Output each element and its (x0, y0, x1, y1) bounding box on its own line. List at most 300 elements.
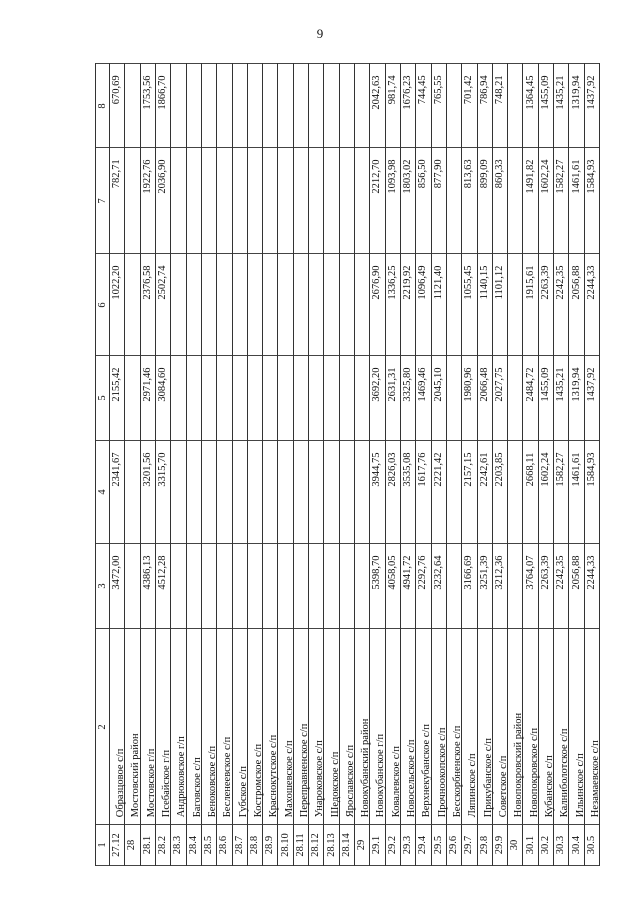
table-cell (309, 148, 323, 254)
table-cell (309, 63, 323, 148)
table-cell (156, 825, 170, 866)
table-cell (355, 441, 369, 544)
table-cell (585, 356, 599, 441)
table-cell (355, 629, 369, 825)
row-name: Прикубанское с/п (482, 737, 494, 817)
row-value: 1866,70 (156, 75, 168, 110)
table-cell (370, 825, 384, 866)
table-cell (585, 254, 599, 356)
table-cell (585, 148, 599, 254)
row-id: 30.2 (539, 835, 551, 855)
table-cell (554, 254, 568, 356)
table-cell (416, 441, 430, 544)
table-cell (370, 544, 384, 629)
table-cell (539, 356, 553, 441)
table-cell (523, 254, 537, 356)
table-cell (141, 825, 155, 866)
table-cell (156, 356, 170, 441)
column-header (96, 148, 109, 254)
table-row (263, 63, 278, 866)
row-id: 28.8 (248, 835, 260, 855)
table-cell (110, 825, 124, 866)
row-name: Мостовское г/п (145, 748, 157, 817)
row-id: 30 (509, 839, 521, 851)
table-cell (233, 148, 247, 254)
table-cell (217, 825, 231, 866)
row-name: Шедокское с/п (329, 751, 341, 817)
row-name: Ярославское с/п (344, 744, 356, 817)
table-cell (294, 254, 308, 356)
table-row (309, 63, 324, 866)
column-header-label: 1 (96, 842, 108, 848)
row-value: 786,94 (478, 75, 490, 105)
table-cell (432, 629, 446, 825)
table-cell (340, 254, 354, 356)
table-row (462, 63, 477, 866)
table-row (447, 63, 462, 866)
table-cell (447, 254, 461, 356)
row-value: 1602,24 (539, 159, 551, 194)
table-cell (386, 825, 400, 866)
row-value: 2219,92 (401, 265, 413, 300)
column-header-label: 3 (96, 583, 108, 589)
table-cell (585, 441, 599, 544)
table-cell (416, 254, 430, 356)
row-name: Прочноокопское с/п (436, 727, 448, 817)
table-cell (202, 148, 216, 254)
table-cell (263, 356, 277, 441)
table-cell (278, 148, 292, 254)
table-cell (478, 148, 492, 254)
row-name: Ляпинское с/п (467, 752, 479, 817)
table-cell (554, 148, 568, 254)
table-cell (187, 356, 201, 441)
row-value: 3315,70 (156, 452, 168, 487)
table-cell (141, 63, 155, 148)
table-row (340, 63, 355, 866)
table-cell (554, 544, 568, 629)
table-cell (539, 254, 553, 356)
table-cell (110, 356, 124, 441)
table-cell (493, 441, 507, 544)
row-value: 1319,94 (570, 367, 582, 402)
row-value: 1582,27 (554, 452, 566, 487)
row-value: 3944,75 (371, 452, 383, 487)
table-row (401, 63, 416, 866)
table-cell (370, 356, 384, 441)
table-cell (171, 825, 185, 866)
row-value: 2826,03 (386, 452, 398, 487)
table-cell (248, 356, 262, 441)
table-cell (125, 629, 142, 825)
table-cell (294, 63, 308, 148)
table-cell (447, 148, 461, 254)
row-value: 2292,76 (417, 555, 429, 590)
table-cell (554, 825, 568, 866)
table-cell (386, 254, 400, 356)
table-cell (462, 544, 476, 629)
row-value: 2263,39 (539, 555, 551, 590)
row-name: Новопокровский район (513, 712, 525, 817)
table-row (141, 63, 156, 866)
row-value: 1096,49 (417, 265, 429, 300)
row-value: 2066,48 (478, 367, 490, 402)
table-cell (478, 63, 492, 148)
table-cell (187, 254, 201, 356)
column-header-label: 2 (96, 723, 108, 730)
row-value: 1584,93 (585, 159, 597, 194)
table-cell (447, 825, 461, 866)
table-cell (569, 63, 583, 148)
table-cell (156, 63, 170, 148)
row-value: 701,42 (463, 75, 475, 105)
row-value: 2242,61 (478, 452, 490, 487)
row-value: 2631,31 (386, 367, 398, 402)
row-name: Незамаевское с/п (589, 739, 601, 817)
row-value: 2056,88 (570, 555, 582, 590)
table-cell (462, 441, 476, 544)
table-cell (462, 63, 476, 148)
table-cell (294, 629, 308, 825)
table-cell (432, 825, 446, 866)
row-name: Унароковское с/п (313, 739, 325, 817)
table-cell (125, 63, 139, 148)
row-value: 670,69 (110, 75, 122, 105)
table-row (508, 63, 523, 866)
table-cell (493, 629, 507, 825)
row-name: Верхнекубанское с/п (421, 723, 433, 817)
row-value: 2242,35 (554, 555, 566, 590)
table-cell (340, 63, 354, 148)
table-cell (278, 63, 292, 148)
table-cell (370, 63, 384, 148)
row-id: 28.7 (233, 835, 245, 855)
table-cell (171, 629, 188, 825)
row-id: 28 (126, 839, 138, 851)
table-cell (462, 356, 476, 441)
table-cell (585, 63, 599, 148)
table-cell (263, 441, 277, 544)
row-value: 748,21 (493, 75, 505, 105)
table-cell (386, 63, 400, 148)
table-cell (248, 544, 262, 629)
table-cell (171, 63, 185, 148)
table-row (187, 63, 202, 866)
row-value: 1435,21 (554, 367, 566, 402)
table-cell (432, 544, 446, 629)
table-cell (447, 356, 461, 441)
row-value: 1469,46 (417, 367, 429, 402)
table-cell (324, 63, 338, 148)
table-cell (248, 629, 262, 825)
row-value: 1582,27 (554, 159, 566, 194)
table-cell (478, 825, 492, 866)
row-value: 2155,42 (110, 367, 122, 402)
table-cell (539, 825, 553, 866)
row-value: 1753,56 (141, 75, 153, 110)
table-cell (233, 356, 247, 441)
table-cell (508, 544, 522, 629)
table-cell (523, 629, 540, 825)
table-row (523, 63, 538, 866)
column-header (96, 356, 109, 441)
table-cell (217, 629, 234, 825)
row-id: 29.5 (432, 835, 444, 855)
table-cell (569, 148, 583, 254)
table-cell (569, 254, 583, 356)
table-cell (340, 441, 354, 544)
table-cell (171, 254, 185, 356)
row-value: 1455,09 (539, 367, 551, 402)
row-id: 28.12 (309, 833, 321, 857)
row-value: 2668,11 (524, 452, 536, 487)
row-id: 29.8 (478, 835, 490, 855)
table-row (478, 63, 493, 866)
row-value: 1336,25 (386, 265, 398, 300)
table-cell (187, 629, 201, 825)
table-cell (324, 148, 338, 254)
table-cell (125, 356, 139, 441)
table-cell (125, 544, 139, 629)
table-cell (462, 629, 479, 825)
row-name: Новокубанский район (359, 718, 371, 817)
row-id: 28.5 (202, 835, 214, 855)
table-cell (233, 825, 247, 866)
column-header-label: 8 (96, 102, 108, 109)
table-cell (401, 629, 415, 825)
row-name: Новокубанское г/п (375, 733, 387, 817)
table-row (432, 63, 447, 866)
table-cell (508, 825, 522, 866)
table-cell (278, 629, 295, 825)
row-value: 1461,61 (570, 452, 582, 487)
table-cell (110, 63, 124, 148)
row-value: 2376,58 (141, 265, 153, 300)
table-cell (141, 254, 155, 356)
row-value: 2263,39 (539, 265, 551, 300)
row-value: 2221,42 (432, 452, 444, 487)
table-cell (493, 148, 507, 254)
row-value: 782,71 (110, 159, 122, 189)
column-header-label: 7 (96, 197, 108, 204)
table-cell (324, 825, 338, 866)
table-row (171, 63, 186, 866)
row-id: 28.10 (279, 833, 291, 857)
table-cell (233, 544, 247, 629)
table-cell (508, 629, 525, 825)
column-header (96, 629, 109, 825)
table-row (217, 63, 232, 866)
row-value: 1364,45 (524, 75, 536, 110)
table-cell (278, 441, 292, 544)
table-row (386, 63, 401, 866)
table-cell (432, 356, 446, 441)
row-value: 3232,64 (432, 555, 444, 590)
row-id: 30.3 (554, 835, 566, 855)
table-cell (386, 356, 400, 441)
row-value: 2244,33 (585, 555, 597, 590)
row-value: 2676,90 (371, 265, 383, 300)
table-cell (462, 148, 476, 254)
row-value: 4058,05 (386, 555, 398, 590)
table-cell (187, 544, 201, 629)
table-cell (554, 441, 568, 544)
table-cell (416, 148, 430, 254)
table-row (370, 63, 385, 866)
row-value: 2244,33 (585, 265, 597, 300)
row-name: Ильинское с/п (574, 752, 586, 817)
table-cell (309, 825, 323, 866)
row-id: 29 (355, 839, 367, 851)
table-cell (324, 254, 338, 356)
table-cell (156, 544, 170, 629)
table-cell (401, 441, 415, 544)
row-value: 765,55 (432, 75, 444, 105)
table-cell (263, 63, 277, 148)
row-value: 1491,82 (524, 159, 536, 194)
row-name: Мостовский район (130, 732, 142, 817)
table-cell (141, 629, 155, 825)
table-cell (478, 629, 492, 825)
table-cell (432, 441, 446, 544)
table-cell (233, 629, 247, 825)
column-header-label: 4 (96, 489, 108, 495)
table-cell (523, 825, 537, 866)
table-cell (416, 356, 430, 441)
table-cell (263, 254, 277, 356)
row-value: 3472,00 (110, 555, 122, 590)
table-cell (478, 254, 492, 356)
row-value: 2036,90 (156, 159, 168, 194)
row-name: Ковалевское с/п (390, 745, 402, 817)
row-name: Беноковское с/п (206, 745, 218, 817)
table-cell (125, 441, 139, 544)
table-cell (171, 441, 185, 544)
row-id: 28.3 (172, 835, 184, 855)
table-cell (294, 544, 308, 629)
table-cell (217, 356, 231, 441)
table-cell (478, 544, 492, 629)
table-cell (156, 441, 170, 544)
row-name: Бесскорбненское с/п (451, 725, 463, 817)
table-cell (401, 544, 415, 629)
row-value: 2341,67 (110, 452, 122, 487)
row-id: 28.2 (156, 835, 168, 855)
table-cell (125, 825, 139, 866)
table-cell (233, 254, 247, 356)
table-cell (401, 63, 415, 148)
row-id: 28.11 (294, 833, 306, 857)
row-value: 1435,21 (554, 75, 566, 110)
table-cell (187, 63, 201, 148)
table-cell (156, 148, 170, 254)
table-row (110, 63, 125, 866)
table-cell (187, 825, 201, 866)
column-header-label: 5 (96, 395, 108, 401)
table-cell (141, 441, 155, 544)
table-cell (187, 148, 201, 254)
row-value: 1101,12 (493, 265, 505, 300)
table-cell (416, 825, 430, 866)
row-value: 3166,69 (463, 555, 475, 590)
row-id: 29.1 (371, 835, 383, 855)
table-cell (171, 544, 185, 629)
row-name: Андрюковское г/п (176, 735, 188, 817)
table-cell (447, 544, 461, 629)
table-cell (202, 544, 216, 629)
row-value: 1140,15 (478, 265, 490, 300)
table-cell (340, 544, 354, 629)
row-id: 30.5 (585, 835, 597, 855)
row-name: Кубанское с/п (543, 754, 555, 817)
row-name: Костромское с/п (252, 743, 264, 817)
row-value: 3325,80 (401, 367, 413, 402)
table-cell (156, 254, 170, 356)
row-value: 981,74 (386, 75, 398, 105)
table-cell (432, 63, 446, 148)
row-value: 2042,63 (371, 75, 383, 110)
table-cell (294, 148, 308, 254)
table-cell (187, 441, 201, 544)
row-name: Махошевское с/п (283, 739, 295, 817)
table-row (585, 63, 600, 866)
row-value: 4512,28 (156, 555, 168, 590)
table-row (278, 63, 293, 866)
table-cell (355, 825, 369, 866)
table-cell (355, 254, 369, 356)
table-cell (110, 544, 124, 629)
table-cell (125, 148, 139, 254)
table-cell (569, 825, 583, 866)
column-header (96, 254, 109, 356)
table-cell (370, 629, 387, 825)
table-cell (539, 148, 553, 254)
row-value: 1584,93 (585, 452, 597, 487)
table-cell (554, 63, 568, 148)
table-cell (386, 148, 400, 254)
table-cell (248, 825, 262, 866)
row-value: 2971,46 (141, 367, 153, 402)
row-value: 1915,61 (524, 265, 536, 300)
table-cell (202, 254, 216, 356)
table-cell (324, 629, 341, 825)
table-row (554, 63, 569, 866)
table-cell (202, 356, 216, 441)
row-value: 877,90 (432, 159, 444, 189)
table-row (416, 63, 431, 866)
row-value: 2045,10 (432, 367, 444, 402)
row-value: 1803,02 (401, 159, 413, 194)
table-cell (202, 441, 216, 544)
row-value: 1461,61 (570, 159, 582, 194)
table-cell (340, 356, 354, 441)
table-cell (263, 148, 277, 254)
table-cell (156, 629, 170, 825)
table-cell (309, 254, 323, 356)
table-cell (539, 441, 553, 544)
table-row (125, 63, 140, 866)
table-row (569, 63, 584, 866)
table-cell (523, 441, 537, 544)
table-cell (202, 825, 216, 866)
row-value: 1676,23 (401, 75, 413, 110)
table-row (539, 63, 554, 866)
table-cell (340, 825, 354, 866)
table-cell (478, 356, 492, 441)
table-cell (523, 63, 537, 148)
table-cell (263, 544, 277, 629)
row-value: 1602,24 (539, 452, 551, 487)
